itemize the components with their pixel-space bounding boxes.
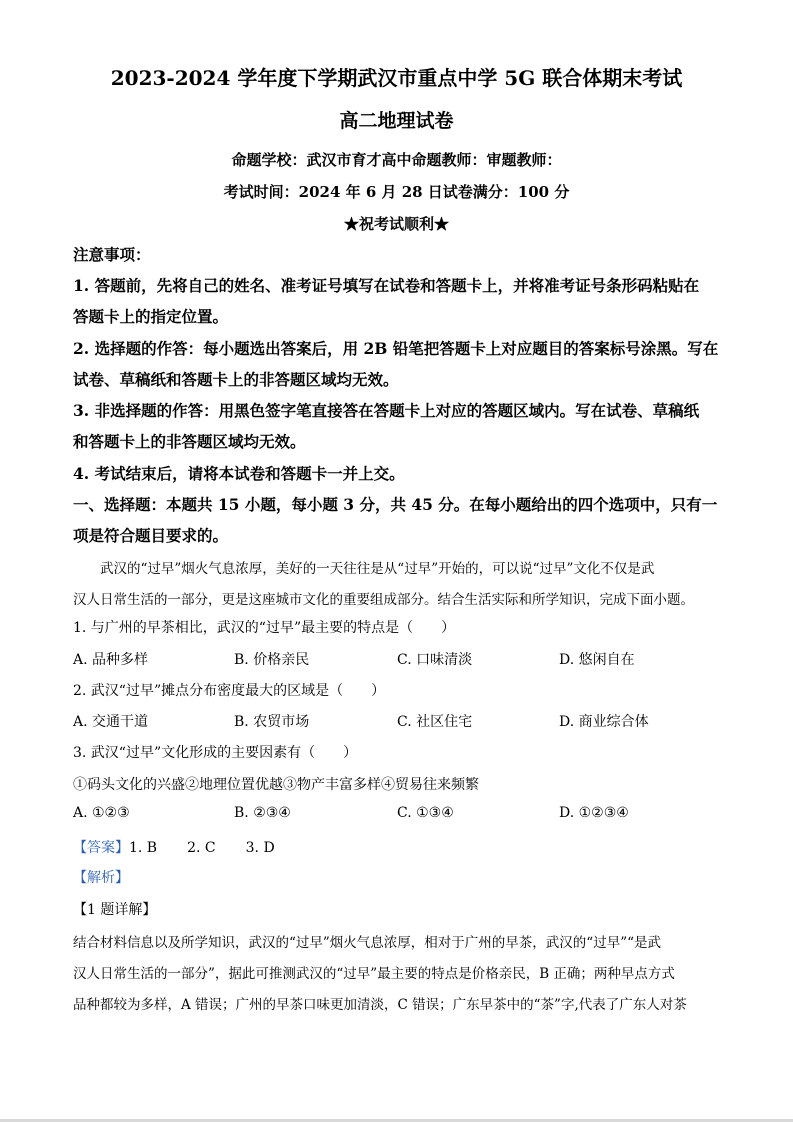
note-line: 1. 答题前，先将自己的姓名、准考证号填写在试卷和答题卡上，并将准考证号条形码粘贴在 [73,276,700,295]
answer-value: 3. D [245,840,275,856]
notes-heading: 注意事项： [73,245,151,264]
option-c: C. ①③④ [397,805,454,821]
section-heading-cont: 项是符合题目要求的。 [73,526,229,545]
note-line: 和答题卡上的非答题区域均无效。 [73,432,306,451]
school-line: 命题学校：武汉市育才高中命题教师：审题教师： [231,151,562,169]
analysis-text: 品种都较为多样，A 错误；广州的早茶口味更加清淡，C 错误；广东早茶中的“茶”字,代表了广东人对茶 [73,997,687,1013]
material-text: 汉人日常生活的一部分，更是这座城市文化的重要组成部分。结合生活实际和所学知识，完成下面小题。 [73,592,694,608]
time-line: 考试时间：2024 年 6 月 28 日试卷满分：100 分 [223,183,570,201]
question-stem: 2. 武汉“过早”摊点分布密度最大的区域是（ ） [73,683,386,699]
option-a: A. 品种多样 [73,652,149,668]
option-b: B. ②③④ [234,805,291,821]
question-statements: ①码头文化的兴盛②地理位置优越③物产丰富多样④贸易往来频繁 [73,777,479,793]
question-stem: 3. 武汉“过早”文化形成的主要因素有（ ） [73,745,358,761]
option-d: D. ①②③④ [559,805,629,821]
note-line: 4. 考试结束后，请将本试卷和答题卡一并上交。 [73,464,405,483]
analysis-tag: 【解析】 [73,870,129,886]
option-b: B. 农贸市场 [234,714,310,730]
option-c: C. 社区住宅 [397,714,473,730]
answer-value: 2. C [187,840,216,856]
detail-tag: 【1 题详解】 [73,902,157,918]
option-d: D. 商业综合体 [559,714,649,730]
note-line: 答题卡上的指定位置。 [73,307,229,326]
section-heading: 一、选择题：本题共 15 小题，每小题 3 分，共 45 分。在每小题给出的四个选项中，只有一 [73,495,718,514]
answer-tag: 【答案】 [73,840,129,856]
analysis-text: 汉人日常生活的一部分”，据此可推测武汉的“过早”最主要的特点是价格亲民，B 正确；两种早点方式 [73,966,675,982]
wish-line: ★祝考试顺利★ [343,215,449,233]
option-c: C. 口味清淡 [397,652,473,668]
note-line: 2. 选择题的作答：每小题选出答案后，用 2B 铅笔把答题卡上对应题目的答案标号涂黑。写在 [73,339,719,358]
exam-title: 2023-2024 学年度下学期武汉市重点中学 5G 联合体期末考试 [110,66,683,90]
note-line: 试卷、草稿纸和答题卡上的非答题区域均无效。 [73,370,399,389]
note-line: 3. 非选择题的作答：用黑色签字笔直接答在答题卡上对应的答题区域内。写在试卷、草稿纸 [73,401,700,420]
question-stem: 1. 与广州的早茶相比，武汉的“过早”最主要的特点是（ ） [73,620,456,636]
answer-line [73,837,275,857]
option-d: D. 悠闲自在 [559,652,635,668]
answer-value: 1. B [129,840,158,856]
exam-subtitle: 高二地理试卷 [339,110,454,132]
option-a: A. ①②③ [73,805,130,821]
material-text: 武汉的“过早”烟火气息浓厚，美好的一天往往是从“过早”开始的，可以说“过早”文化不仅是武 [100,561,655,577]
analysis-text: 结合材料信息以及所学知识，武汉的“过早”烟火气息浓厚，相对于广州的早茶，武汉的“过早”“是武 [73,935,662,951]
option-a: A. 交通干道 [73,714,149,730]
option-b: B. 价格亲民 [234,652,310,668]
